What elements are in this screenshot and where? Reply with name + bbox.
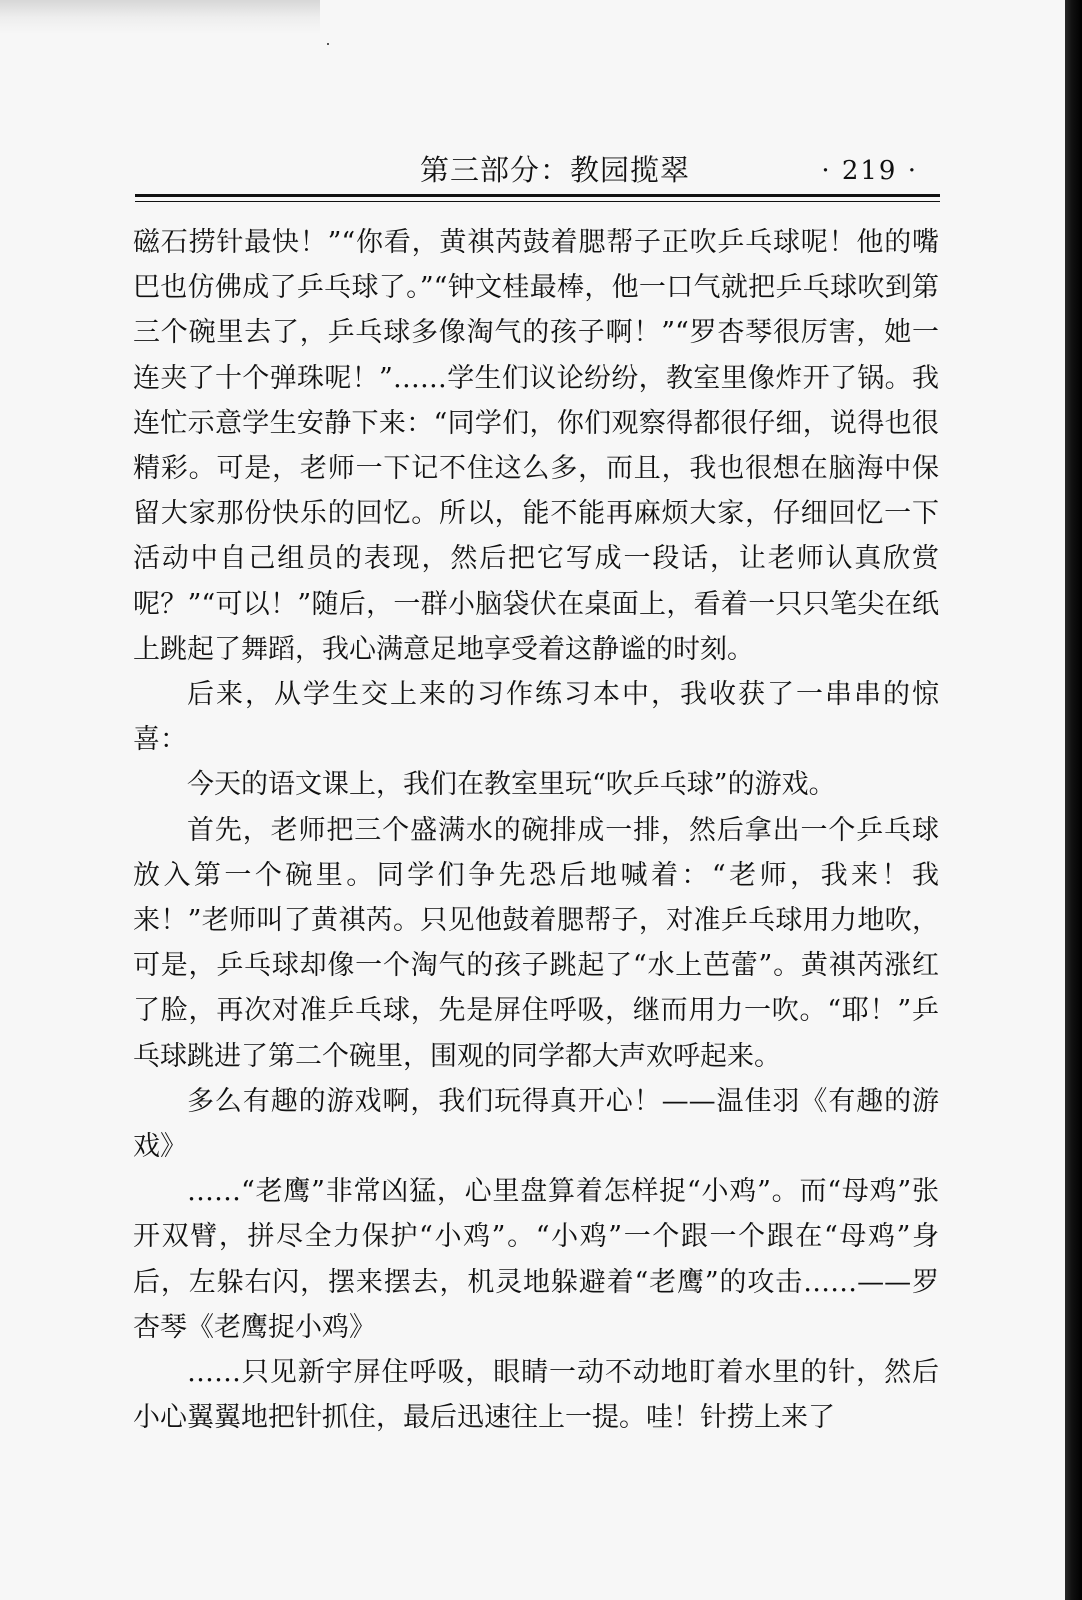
header-rule-thin xyxy=(135,201,940,202)
page-header xyxy=(135,150,940,196)
paragraph: 磁石捞针最快！”“你看，黄祺芮鼓着腮帮子正吹乒乓球呢！他的嘴巴也仿佛成了乒乓球了。”“钟文桂最棒，他一口气就把乒乓球吹到第三个碗里去了，乒乓球多像淘气的孩子啊！”“罗杏琴很厉害，她一连夹了十个弹珠呢！”……学生们议论纷纷，教室里像炸开了锅。我连忙示意学生安静下来：“同学们，你们观察得都很仔细，说得也很精彩。可是，老师一下记不住这么多，而且，我也很想在脑海中保留大家那份快乐的回忆。所以，能不能再麻烦大家，仔细回忆一下活动中自己组员的表现，然后把它写成一段话，让老师认真欣赏呢？”“可以！”随后，一群小脑袋伏在桌面上，看着一只只笔尖在纸上跳起了舞蹈，我心满意足地享受着这静谧的时刻。 xyxy=(133,227,939,665)
paragraph: 首先，老师把三个盛满水的碗排成一排，然后拿出一个乒乓球放入第一个碗里。同学们争先恐后地喊着：“老师，我来！我来！”老师叫了黄祺芮。只见他鼓着腮帮子，对准乒乓球用力地吹，可是，乒乓球却像一个淘气的孩子跳起了“水上芭蕾”。黄祺芮涨红了脸，再次对准乒乓球，先是屏住呼吸，继而用力一吹。“耶！”乒乓球跳进了第二个碗里，围观的同学都大声欢呼起来。 xyxy=(133,814,939,1072)
page-number: · 219 · xyxy=(821,156,918,186)
paragraph: 后来，从学生交上来的习作练习本中，我收获了一串串的惊喜： xyxy=(133,679,939,756)
header-rule-thick xyxy=(135,194,940,197)
dust-speck xyxy=(327,43,329,45)
paragraph: 今天的语文课上，我们在教室里玩“吹乒乓球”的游戏。 xyxy=(187,769,836,801)
paragraph: ……只见新宇屏住呼吸，眼睛一动不动地盯着水里的针，然后小心翼翼地把针抓住，最后迅速往上一提。哇！针捞上来了 xyxy=(133,1357,939,1434)
running-title: 第三部分：教园揽翠 xyxy=(420,153,691,187)
paragraph: ……“老鹰”非常凶猛，心里盘算着怎样捉“小鸡”。而“母鸡”张开双臂，拼尽全力保护“小鸡”。“小鸡”一个跟一个跟在“母鸡”身后，左躲右闪，摆来摆去，机灵地躲避着“老鹰”的攻击……——罗杏琴《老鹰捉小鸡》 xyxy=(133,1176,939,1343)
paragraph: 多么有趣的游戏啊，我们玩得真开心！——温佳羽《有趣的游戏》 xyxy=(133,1085,939,1163)
body-text xyxy=(133,220,939,1440)
scan-border xyxy=(1065,0,1082,1600)
scan-shadow xyxy=(0,0,320,34)
